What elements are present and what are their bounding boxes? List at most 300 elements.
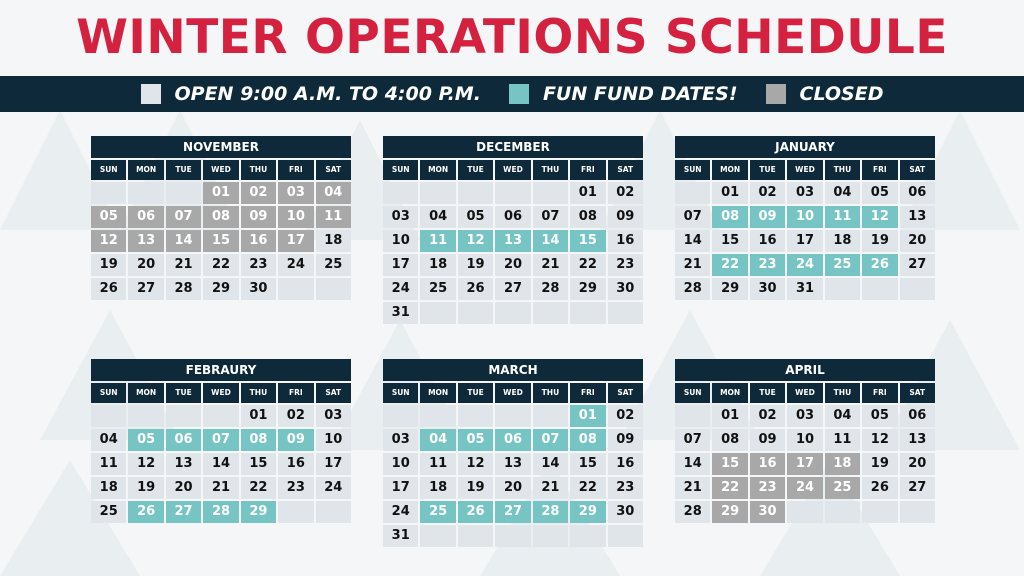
day-cell: 27 [166, 501, 201, 523]
day-cell: 16 [241, 230, 276, 252]
calendar-march [383, 359, 643, 547]
weekday-label: SAT [900, 160, 935, 180]
day-cell: 09 [750, 206, 785, 228]
day-cell: 02 [278, 405, 313, 427]
calendar-week [383, 525, 643, 547]
day-cell: 12 [862, 429, 897, 451]
day-cell: 12 [458, 453, 493, 475]
day-cell: 04 [825, 182, 860, 204]
day-cell: 31 [787, 278, 822, 300]
day-cell: 01 [712, 182, 747, 204]
day-cell: 03 [383, 429, 418, 451]
day-cell: 18 [420, 254, 455, 276]
day-cell: 03 [787, 182, 822, 204]
day-cell: 06 [495, 206, 530, 228]
weekday-label: SAT [316, 160, 351, 180]
legend-label-fun-fund: FUN FUND DATES! [542, 83, 738, 105]
day-cell: 15 [203, 230, 238, 252]
day-cell: 21 [166, 254, 201, 276]
calendar-week [91, 182, 351, 204]
day-cell: 24 [278, 254, 313, 276]
day-cell: 04 [316, 182, 351, 204]
day-cell: 26 [128, 501, 163, 523]
empty-day-cell [166, 182, 201, 204]
empty-day-cell [533, 405, 568, 427]
page-title: WINTER OPERATIONS SCHEDULE [76, 10, 948, 65]
calendar-week [91, 453, 351, 475]
calendar-week [675, 182, 935, 204]
empty-day-cell [495, 405, 530, 427]
day-cell: 20 [128, 254, 163, 276]
weekday-label: SUN [675, 383, 710, 403]
weekday-label: WED [203, 383, 238, 403]
empty-day-cell [900, 501, 935, 523]
day-cell: 28 [675, 501, 710, 523]
day-cell: 14 [675, 453, 710, 475]
day-cell: 27 [900, 254, 935, 276]
day-cell: 11 [316, 206, 351, 228]
empty-day-cell [675, 182, 710, 204]
day-cell: 16 [278, 453, 313, 475]
empty-day-cell [495, 302, 530, 324]
empty-day-cell [458, 182, 493, 204]
calendar-week [91, 254, 351, 276]
day-cell: 23 [241, 254, 276, 276]
day-cell: 14 [203, 453, 238, 475]
day-cell: 25 [825, 477, 860, 499]
empty-day-cell [533, 302, 568, 324]
weekday-label: WED [495, 383, 530, 403]
day-cell: 11 [91, 453, 126, 475]
calendar-febraury [91, 359, 351, 523]
day-cell: 11 [420, 230, 455, 252]
weekday-label: MON [420, 383, 455, 403]
empty-day-cell [420, 525, 455, 547]
day-cell: 30 [608, 501, 643, 523]
empty-day-cell [383, 182, 418, 204]
weekday-label: TUE [458, 160, 493, 180]
calendar-week [675, 453, 935, 475]
calendar-week [91, 206, 351, 228]
day-cell: 24 [787, 477, 822, 499]
day-cell: 05 [862, 182, 897, 204]
day-cell: 07 [203, 429, 238, 451]
day-cell: 22 [712, 254, 747, 276]
empty-day-cell [458, 525, 493, 547]
day-cell: 14 [533, 230, 568, 252]
empty-day-cell [420, 405, 455, 427]
day-cell: 27 [495, 501, 530, 523]
calendar-week [675, 230, 935, 252]
weekday-header [675, 160, 935, 180]
day-cell: 07 [533, 206, 568, 228]
calendar-week [675, 477, 935, 499]
day-cell: 27 [900, 477, 935, 499]
day-cell: 24 [787, 254, 822, 276]
day-cell: 20 [900, 230, 935, 252]
day-cell: 16 [608, 230, 643, 252]
day-cell: 09 [608, 206, 643, 228]
weekday-label: THU [825, 160, 860, 180]
day-cell: 22 [712, 477, 747, 499]
empty-day-cell [533, 525, 568, 547]
weekday-label: WED [495, 160, 530, 180]
day-cell: 29 [203, 278, 238, 300]
day-cell: 15 [712, 230, 747, 252]
empty-day-cell [383, 405, 418, 427]
day-cell: 02 [750, 182, 785, 204]
month-title: NOVEMBER [91, 136, 351, 158]
day-cell: 26 [862, 254, 897, 276]
weekday-label: TUE [166, 160, 201, 180]
day-cell: 21 [533, 477, 568, 499]
calendar-week [383, 230, 643, 252]
empty-day-cell [787, 501, 822, 523]
calendar-week [91, 230, 351, 252]
day-cell: 20 [495, 477, 530, 499]
day-cell: 08 [203, 206, 238, 228]
weekday-label: THU [533, 383, 568, 403]
calendar-week [675, 501, 935, 523]
calendar-week [383, 501, 643, 523]
day-cell: 15 [570, 230, 605, 252]
legend-swatch-closed [766, 84, 786, 104]
weekday-label: FRI [862, 383, 897, 403]
day-cell: 15 [712, 453, 747, 475]
day-cell: 03 [316, 405, 351, 427]
empty-day-cell [316, 278, 351, 300]
day-cell: 29 [712, 278, 747, 300]
day-cell: 01 [570, 405, 605, 427]
day-cell: 26 [862, 477, 897, 499]
weekday-label: MON [712, 160, 747, 180]
legend-item-open [141, 83, 481, 105]
calendar-week [91, 501, 351, 523]
legend-label-closed: CLOSED [799, 83, 884, 105]
empty-day-cell [608, 302, 643, 324]
weekday-label: SUN [383, 160, 418, 180]
weekday-label: FRI [570, 160, 605, 180]
calendar-week [383, 254, 643, 276]
day-cell: 26 [91, 278, 126, 300]
day-cell: 18 [316, 230, 351, 252]
day-cell: 12 [458, 230, 493, 252]
calendar-week [383, 429, 643, 451]
day-cell: 25 [316, 254, 351, 276]
day-cell: 29 [241, 501, 276, 523]
day-cell: 17 [383, 477, 418, 499]
day-cell: 17 [316, 453, 351, 475]
weekday-label: MON [712, 383, 747, 403]
day-cell: 28 [533, 278, 568, 300]
weekday-label: MON [128, 383, 163, 403]
day-cell: 05 [458, 206, 493, 228]
day-cell: 19 [458, 254, 493, 276]
day-cell: 18 [91, 477, 126, 499]
day-cell: 07 [675, 206, 710, 228]
day-cell: 17 [383, 254, 418, 276]
day-cell: 05 [91, 206, 126, 228]
weekday-label: SAT [900, 383, 935, 403]
day-cell: 16 [750, 230, 785, 252]
month-title: MARCH [383, 359, 643, 381]
day-cell: 30 [241, 278, 276, 300]
weekday-label: TUE [750, 160, 785, 180]
weekday-label: THU [241, 160, 276, 180]
day-cell: 25 [825, 254, 860, 276]
day-cell: 21 [675, 477, 710, 499]
weekday-header [91, 160, 351, 180]
empty-day-cell [420, 182, 455, 204]
day-cell: 06 [128, 206, 163, 228]
day-cell: 18 [825, 453, 860, 475]
day-cell: 08 [570, 429, 605, 451]
day-cell: 10 [787, 429, 822, 451]
day-cell: 15 [570, 453, 605, 475]
weekday-label: MON [128, 160, 163, 180]
calendar-week [675, 405, 935, 427]
day-cell: 22 [241, 477, 276, 499]
day-cell: 24 [316, 477, 351, 499]
day-cell: 04 [91, 429, 126, 451]
weekday-label: THU [533, 160, 568, 180]
day-cell: 15 [241, 453, 276, 475]
day-cell: 03 [383, 206, 418, 228]
empty-day-cell [862, 278, 897, 300]
day-cell: 05 [128, 429, 163, 451]
day-cell: 28 [533, 501, 568, 523]
day-cell: 08 [241, 429, 276, 451]
day-cell: 05 [862, 405, 897, 427]
calendar-week [383, 206, 643, 228]
day-cell: 26 [458, 501, 493, 523]
day-cell: 17 [278, 230, 313, 252]
day-cell: 25 [420, 501, 455, 523]
day-cell: 19 [91, 254, 126, 276]
weekday-label: WED [787, 160, 822, 180]
weekday-label: SAT [316, 383, 351, 403]
weekday-label: FRI [278, 160, 313, 180]
day-cell: 29 [570, 501, 605, 523]
day-cell: 17 [787, 230, 822, 252]
empty-day-cell [458, 405, 493, 427]
day-cell: 03 [278, 182, 313, 204]
day-cell: 23 [608, 254, 643, 276]
day-cell: 26 [458, 278, 493, 300]
weekday-label: THU [825, 383, 860, 403]
calendar-week [675, 429, 935, 451]
day-cell: 25 [91, 501, 126, 523]
empty-day-cell [128, 182, 163, 204]
legend-item-closed [766, 83, 884, 105]
day-cell: 14 [675, 230, 710, 252]
day-cell: 14 [533, 453, 568, 475]
empty-day-cell [495, 525, 530, 547]
calendar-week [383, 477, 643, 499]
day-cell: 13 [166, 453, 201, 475]
empty-day-cell [278, 501, 313, 523]
weekday-label: MON [420, 160, 455, 180]
legend-swatch-open [141, 84, 161, 104]
day-cell: 28 [675, 278, 710, 300]
day-cell: 30 [750, 278, 785, 300]
day-cell: 02 [241, 182, 276, 204]
day-cell: 13 [900, 429, 935, 451]
day-cell: 07 [166, 206, 201, 228]
day-cell: 19 [862, 230, 897, 252]
day-cell: 06 [900, 405, 935, 427]
day-cell: 20 [495, 254, 530, 276]
day-cell: 07 [675, 429, 710, 451]
day-cell: 08 [712, 206, 747, 228]
day-cell: 06 [900, 182, 935, 204]
month-title: JANUARY [675, 136, 935, 158]
day-cell: 21 [533, 254, 568, 276]
day-cell: 27 [495, 278, 530, 300]
day-cell: 31 [383, 525, 418, 547]
day-cell: 02 [608, 182, 643, 204]
day-cell: 01 [712, 405, 747, 427]
day-cell: 04 [825, 405, 860, 427]
day-cell: 29 [570, 278, 605, 300]
day-cell: 19 [128, 477, 163, 499]
month-title: APRIL [675, 359, 935, 381]
empty-day-cell [91, 182, 126, 204]
calendar-week [675, 206, 935, 228]
day-cell: 13 [128, 230, 163, 252]
legend-swatch-fun-fund [509, 84, 529, 104]
day-cell: 09 [241, 206, 276, 228]
empty-day-cell [900, 278, 935, 300]
weekday-label: FRI [570, 383, 605, 403]
weekday-label: SAT [608, 160, 643, 180]
legend-bar [0, 76, 1024, 112]
empty-day-cell [166, 405, 201, 427]
day-cell: 14 [166, 230, 201, 252]
day-cell: 08 [712, 429, 747, 451]
legend-label-open: OPEN 9:00 A.M. TO 4:00 P.M. [174, 83, 481, 105]
day-cell: 10 [278, 206, 313, 228]
day-cell: 22 [570, 254, 605, 276]
empty-day-cell [675, 405, 710, 427]
day-cell: 17 [787, 453, 822, 475]
empty-day-cell [316, 501, 351, 523]
day-cell: 06 [495, 429, 530, 451]
legend-item-fun-fund [509, 83, 738, 105]
weekday-label: SUN [675, 160, 710, 180]
calendar-week [383, 453, 643, 475]
day-cell: 10 [316, 429, 351, 451]
day-cell: 10 [787, 206, 822, 228]
day-cell: 27 [128, 278, 163, 300]
weekday-label: TUE [458, 383, 493, 403]
day-cell: 18 [825, 230, 860, 252]
day-cell: 19 [458, 477, 493, 499]
empty-day-cell [128, 405, 163, 427]
weekday-header [383, 383, 643, 403]
empty-day-cell [862, 501, 897, 523]
day-cell: 24 [383, 501, 418, 523]
calendar-week [91, 278, 351, 300]
empty-day-cell [495, 182, 530, 204]
day-cell: 30 [608, 278, 643, 300]
day-cell: 23 [608, 477, 643, 499]
weekday-label: SAT [608, 383, 643, 403]
empty-day-cell [825, 501, 860, 523]
weekday-label: FRI [278, 383, 313, 403]
day-cell: 12 [91, 230, 126, 252]
day-cell: 10 [383, 230, 418, 252]
day-cell: 13 [495, 230, 530, 252]
weekday-label: TUE [750, 383, 785, 403]
day-cell: 18 [420, 477, 455, 499]
weekday-label: WED [203, 160, 238, 180]
day-cell: 02 [750, 405, 785, 427]
day-cell: 16 [750, 453, 785, 475]
day-cell: 09 [750, 429, 785, 451]
calendar-week [675, 278, 935, 300]
day-cell: 21 [203, 477, 238, 499]
calendar-january [675, 136, 935, 300]
weekday-header [675, 383, 935, 403]
day-cell: 19 [862, 453, 897, 475]
day-cell: 01 [570, 182, 605, 204]
day-cell: 03 [787, 405, 822, 427]
empty-day-cell [91, 405, 126, 427]
day-cell: 01 [241, 405, 276, 427]
empty-day-cell [570, 302, 605, 324]
month-title: FEBRAURY [91, 359, 351, 381]
day-cell: 20 [900, 453, 935, 475]
weekday-label: TUE [166, 383, 201, 403]
day-cell: 22 [203, 254, 238, 276]
weekday-label: SUN [91, 383, 126, 403]
day-cell: 23 [750, 477, 785, 499]
weekday-label: SUN [91, 160, 126, 180]
calendar-november [91, 136, 351, 300]
day-cell: 23 [278, 477, 313, 499]
weekday-header [383, 160, 643, 180]
weekday-label: WED [787, 383, 822, 403]
weekday-label: THU [241, 383, 276, 403]
calendar-week [91, 405, 351, 427]
empty-day-cell [278, 278, 313, 300]
empty-day-cell [825, 278, 860, 300]
calendar-week [675, 254, 935, 276]
day-cell: 12 [862, 206, 897, 228]
month-title: DECEMBER [383, 136, 643, 158]
day-cell: 04 [420, 206, 455, 228]
weekday-label: FRI [862, 160, 897, 180]
day-cell: 08 [570, 206, 605, 228]
day-cell: 04 [420, 429, 455, 451]
calendar-week [91, 477, 351, 499]
day-cell: 24 [383, 278, 418, 300]
day-cell: 01 [203, 182, 238, 204]
day-cell: 06 [166, 429, 201, 451]
day-cell: 13 [495, 453, 530, 475]
day-cell: 21 [675, 254, 710, 276]
day-cell: 07 [533, 429, 568, 451]
day-cell: 12 [128, 453, 163, 475]
empty-day-cell [203, 405, 238, 427]
calendar-week [383, 182, 643, 204]
calendar-april [675, 359, 935, 523]
day-cell: 09 [278, 429, 313, 451]
day-cell: 20 [166, 477, 201, 499]
empty-day-cell [458, 302, 493, 324]
day-cell: 10 [383, 453, 418, 475]
